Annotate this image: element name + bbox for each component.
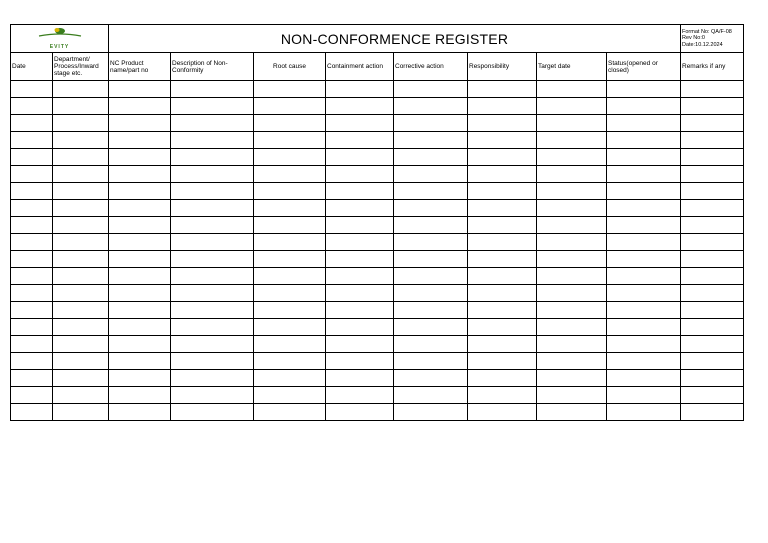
table-cell[interactable] [171, 98, 254, 115]
table-cell[interactable] [326, 149, 394, 166]
table-cell[interactable] [254, 251, 326, 268]
table-cell[interactable] [171, 166, 254, 183]
table-cell[interactable] [254, 285, 326, 302]
table-cell[interactable] [607, 166, 681, 183]
table-cell[interactable] [681, 166, 744, 183]
table-cell[interactable] [53, 217, 109, 234]
table-cell[interactable] [11, 98, 53, 115]
table-cell[interactable] [53, 319, 109, 336]
table-cell[interactable] [394, 98, 468, 115]
table-cell[interactable] [109, 166, 171, 183]
table-cell[interactable] [171, 251, 254, 268]
table-row [11, 370, 744, 387]
table-cell[interactable] [394, 353, 468, 370]
table-cell[interactable] [468, 183, 537, 200]
table-cell[interactable] [326, 302, 394, 319]
table-cell[interactable] [326, 81, 394, 98]
table-cell[interactable] [109, 387, 171, 404]
table-cell[interactable] [326, 319, 394, 336]
table-cell[interactable] [394, 200, 468, 217]
col-header-corrective: Corrective action [394, 53, 468, 81]
table-cell[interactable] [394, 268, 468, 285]
table-row [11, 353, 744, 370]
col-header-containment: Containment action [326, 53, 394, 81]
table-cell[interactable] [394, 302, 468, 319]
table-cell[interactable] [394, 81, 468, 98]
table-cell[interactable] [607, 285, 681, 302]
table-row [11, 251, 744, 268]
table-cell[interactable] [394, 387, 468, 404]
table-cell[interactable] [109, 370, 171, 387]
table-cell[interactable] [326, 98, 394, 115]
table-cell[interactable] [607, 404, 681, 421]
table-cell[interactable] [254, 183, 326, 200]
table-cell[interactable] [11, 285, 53, 302]
table-cell[interactable] [394, 370, 468, 387]
table-cell[interactable] [171, 234, 254, 251]
table-cell[interactable] [11, 183, 53, 200]
table-cell[interactable] [394, 149, 468, 166]
revision-number: Rev No:0 [682, 35, 705, 42]
table-row [11, 387, 744, 404]
table-cell[interactable] [109, 115, 171, 132]
table-cell[interactable] [468, 285, 537, 302]
table-cell[interactable] [11, 132, 53, 149]
table-cell[interactable] [394, 251, 468, 268]
table-cell[interactable] [53, 115, 109, 132]
table-cell[interactable] [394, 285, 468, 302]
table-cell[interactable] [171, 353, 254, 370]
table-cell[interactable] [53, 336, 109, 353]
table-cell[interactable] [607, 132, 681, 149]
table-cell[interactable] [109, 268, 171, 285]
table-cell[interactable] [53, 353, 109, 370]
table-cell[interactable] [607, 251, 681, 268]
table-cell[interactable] [537, 251, 607, 268]
table-cell[interactable] [607, 183, 681, 200]
table-cell[interactable] [681, 183, 744, 200]
table-cell[interactable] [537, 183, 607, 200]
table-cell[interactable] [326, 200, 394, 217]
logo [11, 25, 109, 53]
table-cell[interactable] [537, 98, 607, 115]
table-cell[interactable] [171, 268, 254, 285]
table-cell[interactable] [171, 200, 254, 217]
col-header-responsibility: Responsibility [468, 53, 537, 81]
table-cell[interactable] [254, 353, 326, 370]
table-cell[interactable] [468, 404, 537, 421]
table-cell[interactable] [468, 234, 537, 251]
table-cell[interactable] [109, 81, 171, 98]
table-cell[interactable] [537, 387, 607, 404]
table-cell[interactable] [607, 234, 681, 251]
form-meta [681, 25, 744, 53]
table-cell[interactable] [468, 336, 537, 353]
table-cell[interactable] [254, 302, 326, 319]
table-cell[interactable] [171, 149, 254, 166]
table-cell[interactable] [394, 115, 468, 132]
table-cell[interactable] [537, 285, 607, 302]
table-cell[interactable] [171, 404, 254, 421]
table-cell[interactable] [607, 200, 681, 217]
table-row [11, 268, 744, 285]
table-cell[interactable] [537, 149, 607, 166]
table-row [11, 115, 744, 132]
table-cell[interactable] [394, 183, 468, 200]
col-header-target-date: Target date [537, 53, 607, 81]
header-row [11, 53, 744, 81]
table-cell[interactable] [326, 336, 394, 353]
table-cell[interactable] [171, 115, 254, 132]
form-date: Date:10.12.2024 [682, 41, 723, 48]
table-cell[interactable] [394, 166, 468, 183]
table-cell[interactable] [254, 268, 326, 285]
table-cell[interactable] [11, 149, 53, 166]
table-cell[interactable] [53, 234, 109, 251]
table-cell[interactable] [537, 217, 607, 234]
table-cell[interactable] [326, 404, 394, 421]
table-cell[interactable] [537, 353, 607, 370]
table-cell[interactable] [326, 234, 394, 251]
table-cell[interactable] [681, 132, 744, 149]
table-cell[interactable] [468, 217, 537, 234]
table-row [11, 319, 744, 336]
table-cell[interactable] [109, 319, 171, 336]
table-cell[interactable] [11, 234, 53, 251]
table-cell[interactable] [326, 285, 394, 302]
table-row [11, 336, 744, 353]
table-cell[interactable] [109, 404, 171, 421]
table-cell[interactable] [53, 404, 109, 421]
table-cell[interactable] [326, 370, 394, 387]
table-cell[interactable] [681, 200, 744, 217]
title-row [11, 25, 744, 53]
table-cell[interactable] [171, 387, 254, 404]
table-cell[interactable] [11, 217, 53, 234]
table-cell[interactable] [468, 353, 537, 370]
table-cell[interactable] [53, 132, 109, 149]
table-cell[interactable] [468, 387, 537, 404]
table-cell[interactable] [11, 81, 53, 98]
table-cell[interactable] [53, 251, 109, 268]
table-cell[interactable] [53, 98, 109, 115]
table-cell[interactable] [109, 353, 171, 370]
table-cell[interactable] [394, 132, 468, 149]
table-row [11, 285, 744, 302]
table-cell[interactable] [681, 387, 744, 404]
table-cell[interactable] [53, 200, 109, 217]
table-cell[interactable] [394, 234, 468, 251]
table-cell[interactable] [537, 200, 607, 217]
table-row [11, 98, 744, 115]
table-cell[interactable] [607, 268, 681, 285]
table-cell[interactable] [171, 81, 254, 98]
table-cell[interactable] [326, 217, 394, 234]
table-cell[interactable] [254, 319, 326, 336]
table-row [11, 234, 744, 251]
table-cell[interactable] [681, 370, 744, 387]
table-cell[interactable] [468, 81, 537, 98]
format-number: Format No: QA/F-08 [682, 28, 732, 35]
table-cell[interactable] [468, 166, 537, 183]
table-cell[interactable] [171, 302, 254, 319]
table-cell[interactable] [326, 387, 394, 404]
table-cell[interactable] [607, 149, 681, 166]
register-rows [11, 81, 744, 421]
table-cell[interactable] [607, 353, 681, 370]
table-cell[interactable] [171, 336, 254, 353]
table-cell[interactable] [394, 217, 468, 234]
table-cell[interactable] [254, 370, 326, 387]
table-cell[interactable] [537, 234, 607, 251]
table-cell[interactable] [171, 285, 254, 302]
table-cell[interactable] [607, 387, 681, 404]
table-cell[interactable] [254, 132, 326, 149]
table-cell[interactable] [607, 336, 681, 353]
table-cell[interactable] [53, 268, 109, 285]
table-cell[interactable] [11, 404, 53, 421]
table-cell[interactable] [681, 234, 744, 251]
table-cell[interactable] [537, 370, 607, 387]
table-cell[interactable] [109, 251, 171, 268]
table-cell[interactable] [254, 149, 326, 166]
col-header-status: Status(opened or closed) [607, 53, 681, 81]
table-cell[interactable] [537, 404, 607, 421]
table-cell[interactable] [681, 404, 744, 421]
table-cell[interactable] [681, 81, 744, 98]
table-cell[interactable] [537, 319, 607, 336]
table-cell[interactable] [109, 285, 171, 302]
col-header-root-cause: Root cause [254, 53, 326, 81]
table-cell[interactable] [537, 166, 607, 183]
table-cell[interactable] [53, 183, 109, 200]
table-cell[interactable] [681, 302, 744, 319]
table-row [11, 183, 744, 200]
table-cell[interactable] [681, 336, 744, 353]
page-title: NON-CONFORMENCE REGISTER [109, 25, 681, 53]
table-cell[interactable] [607, 302, 681, 319]
table-cell[interactable] [468, 149, 537, 166]
table-row [11, 200, 744, 217]
company-logo-icon [35, 27, 85, 41]
table-cell[interactable] [468, 319, 537, 336]
table-cell[interactable] [254, 166, 326, 183]
logo-text: EVITY [49, 44, 70, 50]
table-cell[interactable] [11, 319, 53, 336]
table-cell[interactable] [53, 387, 109, 404]
table-cell[interactable] [607, 370, 681, 387]
table-cell[interactable] [681, 285, 744, 302]
table-cell[interactable] [394, 336, 468, 353]
table-cell[interactable] [109, 183, 171, 200]
table-row [11, 166, 744, 183]
table-cell[interactable] [681, 353, 744, 370]
table-cell[interactable] [394, 404, 468, 421]
table-cell[interactable] [326, 251, 394, 268]
table-cell[interactable] [607, 217, 681, 234]
table-cell[interactable] [537, 81, 607, 98]
table-cell[interactable] [254, 404, 326, 421]
table-cell[interactable] [537, 302, 607, 319]
table-cell[interactable] [109, 200, 171, 217]
table-cell[interactable] [11, 353, 53, 370]
table-cell[interactable] [681, 217, 744, 234]
table-cell[interactable] [11, 302, 53, 319]
table-cell[interactable] [254, 81, 326, 98]
table-row [11, 217, 744, 234]
table-cell[interactable] [11, 251, 53, 268]
table-cell[interactable] [468, 98, 537, 115]
table-cell[interactable] [326, 166, 394, 183]
col-header-date: Date [11, 53, 53, 81]
table-cell[interactable] [326, 183, 394, 200]
table-cell[interactable] [109, 217, 171, 234]
col-header-department: Department/ Process/Inward stage etc. [53, 53, 109, 81]
table-cell[interactable] [326, 132, 394, 149]
table-cell[interactable] [681, 268, 744, 285]
table-cell[interactable] [468, 302, 537, 319]
table-cell[interactable] [53, 302, 109, 319]
table-cell[interactable] [468, 251, 537, 268]
table-cell[interactable] [11, 370, 53, 387]
table-cell[interactable] [109, 98, 171, 115]
table-cell[interactable] [537, 268, 607, 285]
col-header-description: Description of Non-Conformity [171, 53, 254, 81]
table-cell[interactable] [254, 217, 326, 234]
table-cell[interactable] [468, 268, 537, 285]
table-row [11, 149, 744, 166]
col-header-remarks: Remarks if any [681, 53, 744, 81]
register-sheet [10, 24, 743, 421]
table-cell[interactable] [171, 183, 254, 200]
table-cell[interactable] [53, 285, 109, 302]
table-cell[interactable] [326, 115, 394, 132]
table-cell[interactable] [607, 98, 681, 115]
table-cell[interactable] [254, 336, 326, 353]
table-cell[interactable] [254, 234, 326, 251]
table-cell[interactable] [681, 115, 744, 132]
table-cell[interactable] [468, 370, 537, 387]
table-cell[interactable] [11, 166, 53, 183]
table-cell[interactable] [171, 319, 254, 336]
table-cell[interactable] [468, 115, 537, 132]
table-cell[interactable] [681, 149, 744, 166]
table-cell[interactable] [254, 200, 326, 217]
table-cell[interactable] [607, 81, 681, 98]
table-cell[interactable] [537, 132, 607, 149]
table-cell[interactable] [607, 319, 681, 336]
table-row [11, 81, 744, 98]
table-cell[interactable] [681, 98, 744, 115]
table-cell[interactable] [681, 319, 744, 336]
table-cell[interactable] [11, 387, 53, 404]
table-cell[interactable] [537, 336, 607, 353]
table-row [11, 302, 744, 319]
table-cell[interactable] [11, 268, 53, 285]
table-cell[interactable] [468, 200, 537, 217]
table-cell[interactable] [537, 115, 607, 132]
table-cell[interactable] [681, 251, 744, 268]
table-cell[interactable] [326, 268, 394, 285]
table-cell[interactable] [53, 149, 109, 166]
table-cell[interactable] [53, 166, 109, 183]
table-cell[interactable] [109, 302, 171, 319]
table-cell[interactable] [394, 319, 468, 336]
table-row [11, 404, 744, 421]
table-cell[interactable] [468, 132, 537, 149]
register-table [10, 24, 744, 421]
table-cell[interactable] [254, 98, 326, 115]
table-cell[interactable] [53, 81, 109, 98]
table-cell[interactable] [607, 115, 681, 132]
table-cell[interactable] [326, 353, 394, 370]
table-cell[interactable] [11, 115, 53, 132]
table-cell[interactable] [53, 370, 109, 387]
table-cell[interactable] [11, 200, 53, 217]
table-cell[interactable] [109, 132, 171, 149]
table-cell[interactable] [109, 234, 171, 251]
table-cell[interactable] [254, 387, 326, 404]
table-cell[interactable] [109, 336, 171, 353]
table-cell[interactable] [254, 115, 326, 132]
table-cell[interactable] [171, 370, 254, 387]
table-cell[interactable] [109, 149, 171, 166]
col-header-nc-product: NC Product name/part no [109, 53, 171, 81]
table-cell[interactable] [171, 217, 254, 234]
table-cell[interactable] [11, 336, 53, 353]
table-row [11, 132, 744, 149]
table-cell[interactable] [171, 132, 254, 149]
